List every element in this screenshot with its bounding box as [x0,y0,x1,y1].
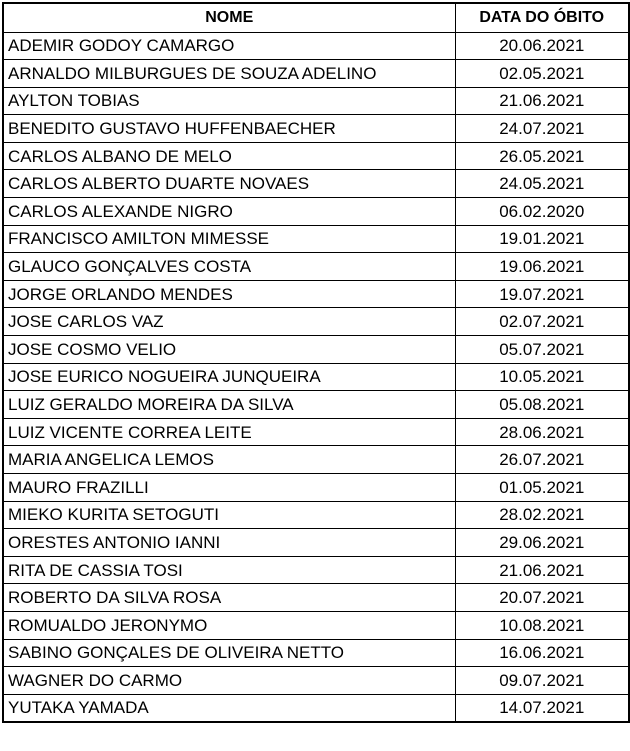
table-row [3,639,629,667]
name-cell: JOSE EURICO NOGUEIRA JUNQUEIRA [3,363,455,391]
date-cell: 05.07.2021 [455,336,629,364]
date-cell: 24.07.2021 [455,115,629,143]
date-cell: 20.07.2021 [455,584,629,612]
name-cell: MIEKO KURITA SETOGUTI [3,501,455,529]
table-row [3,32,629,60]
name-cell: GLAUCO GONÇALVES COSTA [3,253,455,281]
name-cell: FRANCISCO AMILTON MIMESSE [3,225,455,253]
date-cell: 26.05.2021 [455,142,629,170]
table-row [3,336,629,364]
date-cell: 28.02.2021 [455,501,629,529]
name-cell: ROBERTO DA SILVA ROSA [3,584,455,612]
name-cell: SABINO GONÇALES DE OLIVEIRA NETTO [3,639,455,667]
table-row [3,142,629,170]
deaths-table [2,2,630,723]
table-row [3,667,629,695]
date-cell: 02.07.2021 [455,308,629,336]
name-cell: LUIZ GERALDO MOREIRA DA SILVA [3,391,455,419]
table-row [3,446,629,474]
name-cell: JORGE ORLANDO MENDES [3,280,455,308]
column-header-date: DATA DO ÓBITO [455,3,629,32]
name-cell: RITA DE CASSIA TOSI [3,556,455,584]
date-cell: 28.06.2021 [455,418,629,446]
date-cell: 20.06.2021 [455,32,629,60]
table-row [3,529,629,557]
table-row [3,170,629,198]
name-cell: ROMUALDO JERONYMO [3,611,455,639]
name-cell: ARNALDO MILBURGUES DE SOUZA ADELINO [3,60,455,88]
date-cell: 21.06.2021 [455,556,629,584]
name-cell: MAURO FRAZILLI [3,474,455,502]
date-cell: 14.07.2021 [455,694,629,722]
table-row [3,391,629,419]
table-row [3,308,629,336]
name-cell: BENEDITO GUSTAVO HUFFENBAECHER [3,115,455,143]
table-row [3,253,629,281]
date-cell: 19.06.2021 [455,253,629,281]
name-cell: MARIA ANGELICA LEMOS [3,446,455,474]
date-cell: 05.08.2021 [455,391,629,419]
name-cell: CARLOS ALBANO DE MELO [3,142,455,170]
date-cell: 02.05.2021 [455,60,629,88]
table-row [3,363,629,391]
date-cell: 09.07.2021 [455,667,629,695]
table-row [3,611,629,639]
date-cell: 26.07.2021 [455,446,629,474]
table-row [3,198,629,226]
table-row [3,60,629,88]
name-cell: JOSE COSMO VELIO [3,336,455,364]
date-cell: 29.06.2021 [455,529,629,557]
date-cell: 16.06.2021 [455,639,629,667]
name-cell: JOSE CARLOS VAZ [3,308,455,336]
date-cell: 19.07.2021 [455,280,629,308]
name-cell: CARLOS ALEXANDE NIGRO [3,198,455,226]
date-cell: 10.05.2021 [455,363,629,391]
table-row [3,115,629,143]
header-row [3,3,629,32]
table-body [3,32,629,722]
name-cell: LUIZ VICENTE CORREA LEITE [3,418,455,446]
table-row [3,501,629,529]
document-sheet [2,2,628,749]
table-row [3,280,629,308]
name-cell: CARLOS ALBERTO DUARTE NOVAES [3,170,455,198]
name-cell: ORESTES ANTONIO IANNI [3,529,455,557]
table-row [3,556,629,584]
table-row [3,418,629,446]
name-cell: WAGNER DO CARMO [3,667,455,695]
table-row [3,474,629,502]
date-cell: 19.01.2021 [455,225,629,253]
date-cell: 10.08.2021 [455,611,629,639]
column-header-name: NOME [3,3,455,32]
table-row [3,87,629,115]
name-cell: ADEMIR GODOY CAMARGO [3,32,455,60]
table-row [3,584,629,612]
name-cell: YUTAKA YAMADA [3,694,455,722]
date-cell: 21.06.2021 [455,87,629,115]
date-cell: 24.05.2021 [455,170,629,198]
date-cell: 06.02.2020 [455,198,629,226]
table-row [3,225,629,253]
name-cell: AYLTON TOBIAS [3,87,455,115]
date-cell: 01.05.2021 [455,474,629,502]
table-row [3,694,629,722]
